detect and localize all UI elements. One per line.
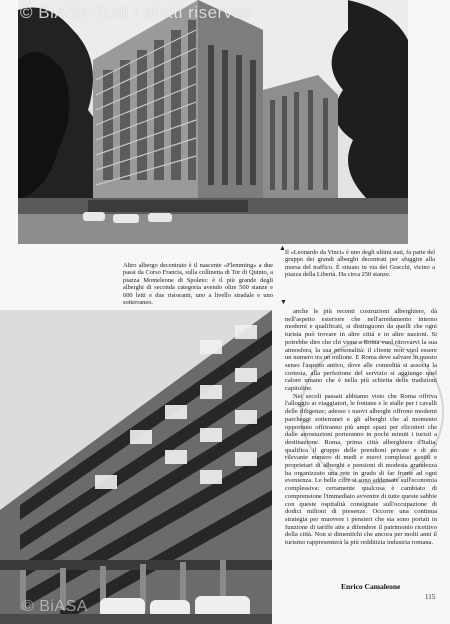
copyright-watermark-bottom: © BiASA (22, 598, 88, 615)
article-body (285, 308, 437, 547)
body-paragraph: Nei secoli passati abbiamo visto che Roma offriva l'alloggio ai viaggiatori, le fontane e le stalle per i cavalli delle diligenze; adesso i nuovi alberghi offrono moderni parcheggi sotterranei e gli alberghi che al momento opportuno offriranno più ampi spazi per elicotteri che dalle aerostazioni porteranno in pochi minuti i turisti a destinazione. Roma, prima città alberghiera d'Italia, qualifica il gruppo delle prendioni private e di un rilevante numero di medi e nuovi complessi gestiti e proprietari di alberghi e pensioni di modesta grandezza ha organizzato una rete in grado di far fronte ad ogni evenienza. Le belle cifre si sono addensate sull'economia complessiva: certamente qualcosa è cambiato di comprensione l'immediato avvenire di tutte queste sabbie con queste ospitalità consignate sull'occupazione di dodici milioni di presenze. Occorre una continua strategia per muovere i pensieri che sta sono portati in funzione di tariffe atte a difendere il patrimonio ricettivo della città. Non si dimentichi che ancora per molti anni il turismo rappresenterà la più redditizia industria romana. (285, 392, 437, 547)
caption-arrow-down: ▼ (280, 298, 287, 306)
caption-leonardo-da-vinci-hotel: Il «Leonardo da Vinci» è uno degli ultimi nati, fa parte del gruppo dei grandi alberghi decentrati per sfuggire alla morsa del traffico. È situato in via dei Gracchi, vicino a piazza della Libertà. Ha circa 250 stanze. (285, 249, 435, 279)
hotel-towers-photo (18, 0, 408, 244)
caption-flemming-hotel: Altro albergo decentrato è il nascente «Flemming» a due passi da Corso Francia, sulla collinetta di Tor di Quinto, a piazza Monteleone di Spoleto: è il più grande degli alberghi di seconda categoria avendo oltre 500 stanze e 600 letti e due ristoranti, uno a livello stradale e uno sotterraneo. (123, 262, 273, 307)
body-paragraph: anche le più recenti costruzioni alberghiere, dà nell'aspetto esteriore che nell'arredamento interno moderni e qualificati, si distinguono da quelli che ogni turista può trovare in altre città e in altre nazioni. Si potrebbe dire che chi viene a Roma vuol ritrovarvi la sua atmosfera, la sua personalità: il cliente non vuol essere un numero tra un milione. E Roma deve salvare in questo senso l'aspetto antico, dove alle comodità si associa la cortesia, alla perfezione del servizio si aggiunge quel calore umano che è nella più schietta delle tradizioni capitoline. (285, 308, 437, 393)
author-signature: Enrico Camaleone (341, 582, 401, 591)
copyright-watermark-top: © BiASA Tutti i diritti riservati (20, 3, 253, 22)
caption-arrow-up: ▲ (279, 244, 286, 252)
hotel-facade-photo (0, 310, 272, 624)
page-number: 115 (425, 593, 436, 601)
